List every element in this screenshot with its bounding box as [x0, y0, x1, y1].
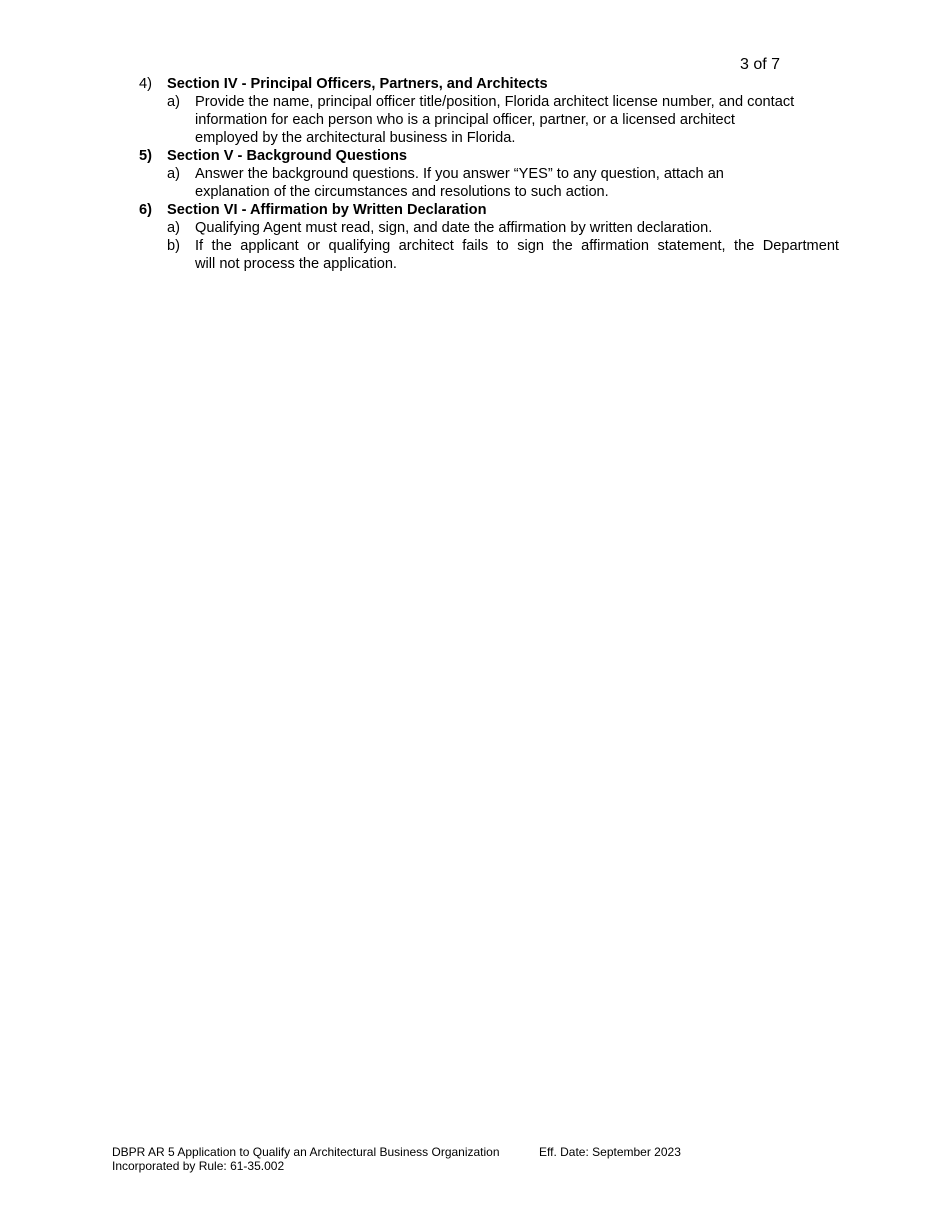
item-text-line: If the applicant or qualifying architect fails to sign the affirmation statement, the Department [195, 238, 839, 254]
section-v [139, 147, 839, 201]
section-title: Section VI - Affirmation by Written Declaration [167, 202, 487, 218]
item-letter: a) [167, 166, 180, 182]
item-text-line: Answer the background questions. If you answer “YES” to any question, attach an [195, 166, 724, 182]
list-item [139, 165, 839, 201]
section-number: 6) [139, 202, 152, 218]
footer-rule: Incorporated by Rule: 61-35.002 [112, 1159, 285, 1173]
item-letter: a) [167, 94, 180, 110]
instructions-list [139, 75, 839, 273]
section-number: 5) [139, 148, 152, 164]
footer-form-name: DBPR AR 5 Application to Qualify an Architectural Business Organization [112, 1145, 500, 1159]
item-text-line: Provide the name, principal officer title/position, Florida architect license number, and contact [195, 94, 795, 110]
item-text-line: employed by the architectural business in Florida. [195, 130, 516, 146]
page-footer [112, 1145, 681, 1173]
item-letter: b) [167, 238, 180, 254]
section-vi [139, 201, 839, 273]
section-title: Section IV - Principal Officers, Partners, and Architects [167, 76, 548, 92]
list-item [139, 93, 839, 147]
item-letter: a) [167, 220, 180, 236]
list-item [139, 237, 839, 273]
page-number: 3 of 7 [740, 56, 781, 73]
section-iv [139, 75, 839, 147]
footer-eff-date: Eff. Date: September 2023 [539, 1145, 681, 1159]
item-text-line: information for each person who is a principal officer, partner, or a licensed architect [195, 112, 735, 128]
item-text-line: will not process the application. [195, 256, 397, 272]
section-number: 4) [139, 76, 152, 92]
list-item [139, 219, 839, 237]
section-title: Section V - Background Questions [167, 148, 408, 164]
item-text-line: explanation of the circumstances and resolutions to such action. [195, 184, 609, 200]
item-text-line: Qualifying Agent must read, sign, and date the affirmation by written declaration. [195, 220, 713, 236]
